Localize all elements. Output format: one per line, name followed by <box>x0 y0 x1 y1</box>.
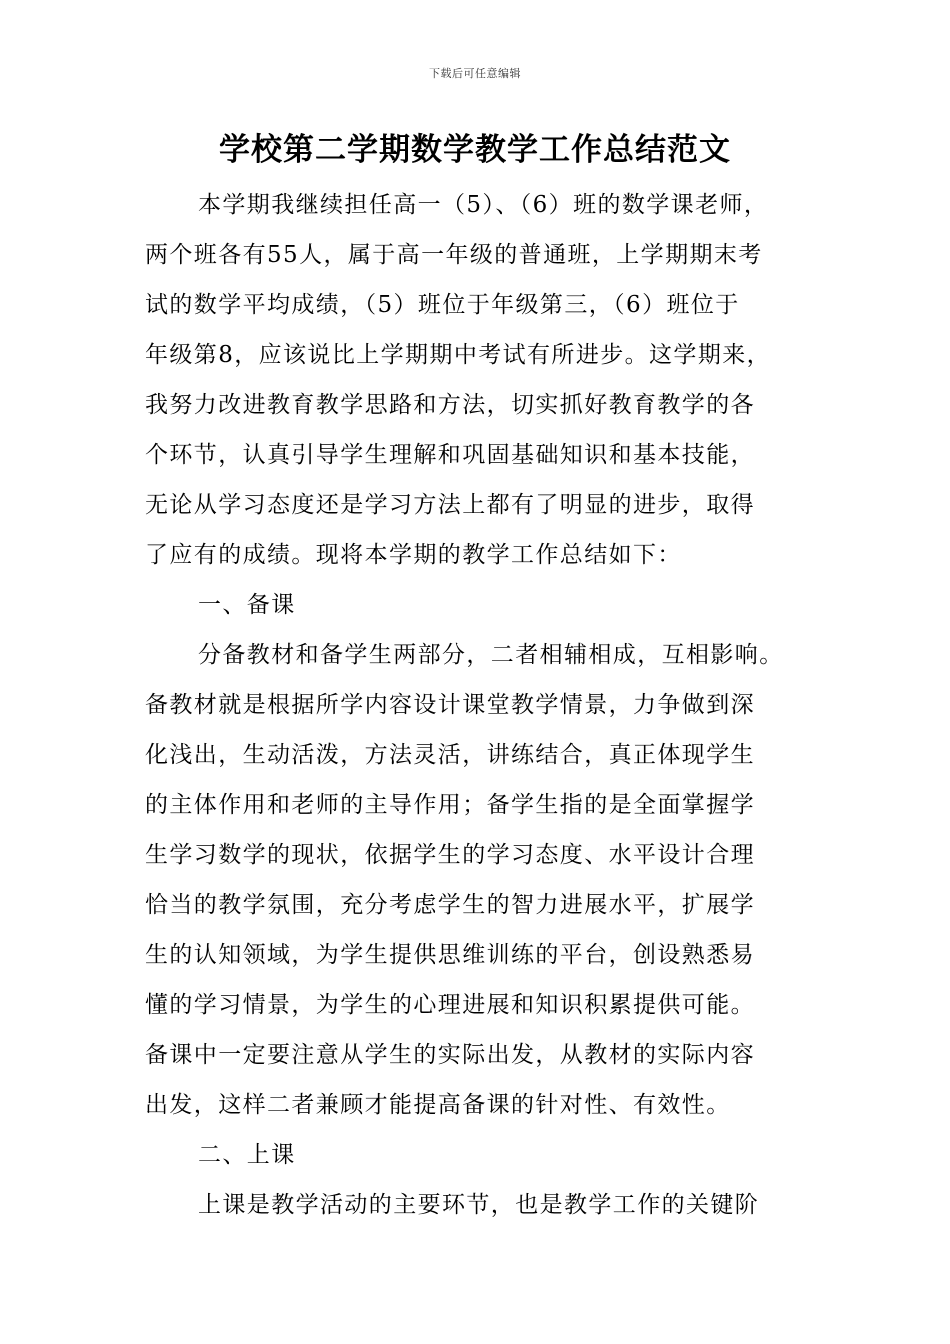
paragraph-line: 备教材就是根据所学内容设计课堂教学情景，力争做到深 <box>145 692 755 718</box>
paragraph-line: 个环节，认真引导学生理解和巩固基础知识和基本技能， <box>145 442 755 468</box>
document-body <box>145 180 810 1230</box>
paragraph-line: 试的数学平均成绩，（5）班位于年级第三，（6）班位于 <box>145 292 740 318</box>
paragraph-line: 无论从学习态度还是学习方法上都有了明显的进步，取得 <box>145 492 755 518</box>
section-heading: 一、备课 <box>198 592 296 618</box>
paragraph-line: 我努力改进教育教学思路和方法，切实抓好教育教学的各 <box>145 392 755 418</box>
paragraph-line: 备课中一定要注意从学生的实际出发，从教材的实际内容 <box>145 1042 755 1068</box>
paragraph-line: 生的认知领域，为学生提供思维训练的平台，创设熟悉易 <box>145 942 755 968</box>
paragraph-line: 化浅出，生动活泼，方法灵活，讲练结合，真正体现学生 <box>145 742 755 768</box>
document-title: 学校第二学期数学教学工作总结范文 <box>219 132 731 168</box>
paragraph-line: 上课是教学活动的主要环节，也是教学工作的关键阶 <box>198 1192 760 1218</box>
paragraph-line: 出发，这样二者兼顾才能提高备课的针对性、有效性。 <box>145 1092 731 1118</box>
section-heading: 二、上课 <box>198 1142 296 1168</box>
paragraph-line: 年级第8，应该说比上学期期中考试有所进步。这学期来， <box>145 342 772 368</box>
paragraph-line: 恰当的教学氛围，充分考虑学生的智力进展水平，扩展学 <box>145 892 755 918</box>
header-note: 下载后可任意编辑 <box>429 67 521 80</box>
paragraph-line: 的主体作用和老师的主导作用；备学生指的是全面掌握学 <box>145 792 755 818</box>
paragraph-line: 了应有的成绩。现将本学期的教学工作总结如下： <box>145 542 682 568</box>
paragraph-line: 懂的学习情景，为学生的心理进展和知识积累提供可能。 <box>145 992 755 1018</box>
paragraph-line: 两个班各有55人，属于高一年级的普通班，上学期期末考 <box>145 242 763 268</box>
paragraph-line: 本学期我继续担任高一（5）、（6）班的数学课老师， <box>198 192 769 218</box>
paragraph-line: 生学习数学的现状，依据学生的学习态度、水平设计合理 <box>145 842 755 868</box>
paragraph-line: 分备教材和备学生两部分，二者相辅相成，互相影响。 <box>198 642 784 668</box>
